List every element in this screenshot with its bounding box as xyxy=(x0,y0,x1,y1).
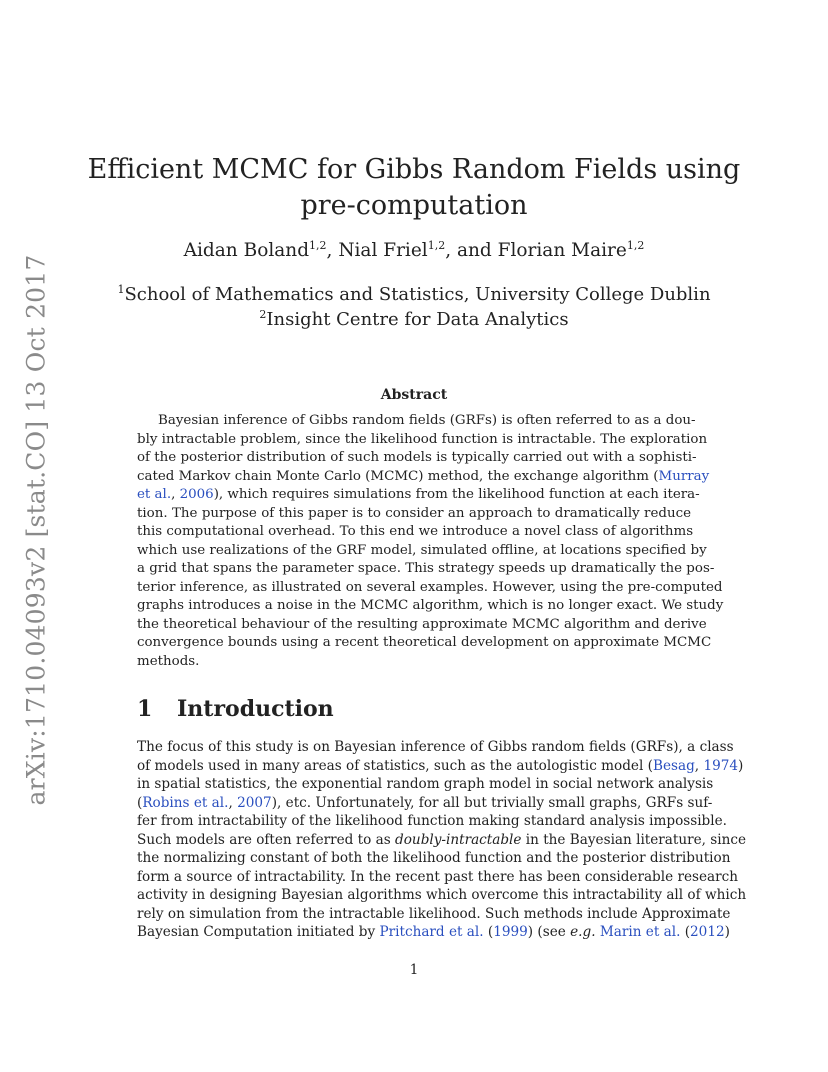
text-run: Such models are often referred to as xyxy=(137,831,396,848)
abstract-heading: Abstract xyxy=(380,387,448,403)
abstract-line: the theoretical behaviour of the resulting approximate MCMC algorithm and derive xyxy=(137,616,707,632)
citation-year-link[interactable]: 2006 xyxy=(179,487,214,502)
section-title: Introduction xyxy=(177,696,334,722)
text-run: ( xyxy=(483,924,494,940)
abstract-line xyxy=(137,468,710,487)
text-run: ), etc. Unfortunately, for all but trivially small graphs, GRFs suf- xyxy=(271,794,713,811)
abstract-line: a grid that spans the parameter space. This strategy speeds up dramatically the pos- xyxy=(137,561,715,576)
abstract-line xyxy=(137,486,700,505)
body-line xyxy=(137,923,730,942)
text-run: cated Markov chain Monte Carlo (MCMC) method, the exchange algorithm ( xyxy=(137,468,659,484)
citation-year-link[interactable]: 2007 xyxy=(237,794,272,811)
author-affil-mark: 1,2 xyxy=(626,239,645,252)
author-list xyxy=(0,240,828,261)
body-line: activity in designing Bayesian algorithms which overcome this intractability all of which xyxy=(137,887,747,903)
abstract-line: tion. The purpose of this paper is to consider an approach to dramatically reduce xyxy=(137,505,691,521)
abstract-body xyxy=(137,412,724,671)
affil-mark: 1 xyxy=(117,283,125,296)
text-run: in the Bayesian literature, since xyxy=(521,831,747,848)
body-line: form a source of intractability. In the recent past there has been considerable research xyxy=(137,868,739,885)
author-affil-mark: 1,2 xyxy=(309,239,327,252)
body-line xyxy=(137,831,747,850)
text-run: ) (see xyxy=(527,924,571,940)
author-name: Florian Maire xyxy=(497,240,627,261)
emphasis-text: e.g. xyxy=(570,924,596,940)
abstract-line: convergence bounds using a recent theoretical development on approximate MCMC xyxy=(137,635,712,650)
body-line: the normalizing constant of both the likelihood function and the posterior distribution xyxy=(137,850,731,866)
affil-text: Insight Centre for Data Analytics xyxy=(266,309,569,330)
abstract-line: Bayesian inference of Gibbs random fields (GRFs) is often referred to as a dou- xyxy=(158,413,696,428)
author-separator: , and xyxy=(445,240,498,261)
text-run: of models used in many areas of statistics, such as the autologistic model ( xyxy=(137,757,653,774)
abstract-line: bly intractable problem, since the likelihood function is intractable. The exploration xyxy=(137,431,708,447)
author-name: Aidan Boland xyxy=(183,240,310,261)
text-run: , xyxy=(228,794,238,811)
page-number: 1 xyxy=(409,962,419,978)
abstract-line: of the posterior distribution of such models is typically carried out with a sophisti- xyxy=(137,450,697,465)
citation-year-link[interactable]: 1999 xyxy=(493,924,528,940)
body-line: fer from intractability of the likelihood function making standard analysis impossible. xyxy=(137,813,727,829)
author-separator: , xyxy=(326,240,339,261)
text-run: , xyxy=(171,487,180,502)
emphasis-text: doubly-intractable xyxy=(395,831,522,848)
paper-title xyxy=(0,152,828,224)
arxiv-identifier: arXiv:1710.04093v2 [stat.CO] 13 Oct 2017 xyxy=(21,254,51,806)
title-line-1: Efficient MCMC for Gibbs Random Fields using xyxy=(87,154,741,185)
citation-link[interactable]: Besag xyxy=(652,757,695,774)
text-run: ( xyxy=(137,794,143,811)
text-run: ), which requires simulations from the likelihood function at each itera- xyxy=(213,487,700,502)
author-name: Nial Friel xyxy=(338,240,428,261)
affiliations xyxy=(0,282,828,332)
affil-mark: 2 xyxy=(259,308,267,321)
abstract-line: graphs introduces a noise in the MCMC algorithm, which is no longer exact. We study xyxy=(137,598,724,613)
abstract-line: methods. xyxy=(137,653,200,669)
title-line-2: pre-computation xyxy=(300,190,528,221)
citation-link[interactable]: Robins et al. xyxy=(142,794,229,811)
affil-text: School of Mathematics and Statistics, University College Dublin xyxy=(124,284,711,305)
citation-year-link[interactable]: 1974 xyxy=(703,757,739,774)
abstract-line: which use realizations of the GRF model, simulated offline, at locations specified by xyxy=(137,542,707,558)
section-number: 1 xyxy=(137,696,153,722)
body-line: in spatial statistics, the exponential random graph model in social network analysis xyxy=(137,776,714,792)
citation-year-link[interactable]: 2012 xyxy=(690,924,725,940)
citation-link[interactable]: Marin et al. xyxy=(599,924,681,940)
body-line xyxy=(137,794,713,813)
text-run: ) xyxy=(738,757,744,774)
citation-link[interactable]: Pritchard et al. xyxy=(379,924,484,940)
author-affil-mark: 1,2 xyxy=(427,239,446,252)
citation-link[interactable]: Murray xyxy=(658,468,710,484)
abstract-line: terior inference, as illustrated on several examples. However, using the pre-computed xyxy=(137,579,723,595)
section-heading xyxy=(137,696,334,722)
affiliation-1 xyxy=(0,282,828,307)
body-line: The focus of this study is on Bayesian inference of Gibbs random fields (GRFs), a class xyxy=(137,739,734,755)
citation-link[interactable]: et al. xyxy=(137,487,172,502)
text-run: ( xyxy=(680,924,691,940)
abstract-line: this computational overhead. To this end we introduce a novel class of algorithms xyxy=(137,524,694,539)
text-run: Bayesian Computation initiated by xyxy=(137,924,380,940)
affiliation-2 xyxy=(0,307,828,332)
introduction-body xyxy=(137,738,747,942)
arxiv-side-label xyxy=(10,254,62,806)
text-run: ) xyxy=(724,924,730,940)
text-run: , xyxy=(694,757,704,774)
body-line: rely on simulation from the intractable likelihood. Such methods include Approximate xyxy=(137,905,731,922)
body-line xyxy=(137,757,744,776)
